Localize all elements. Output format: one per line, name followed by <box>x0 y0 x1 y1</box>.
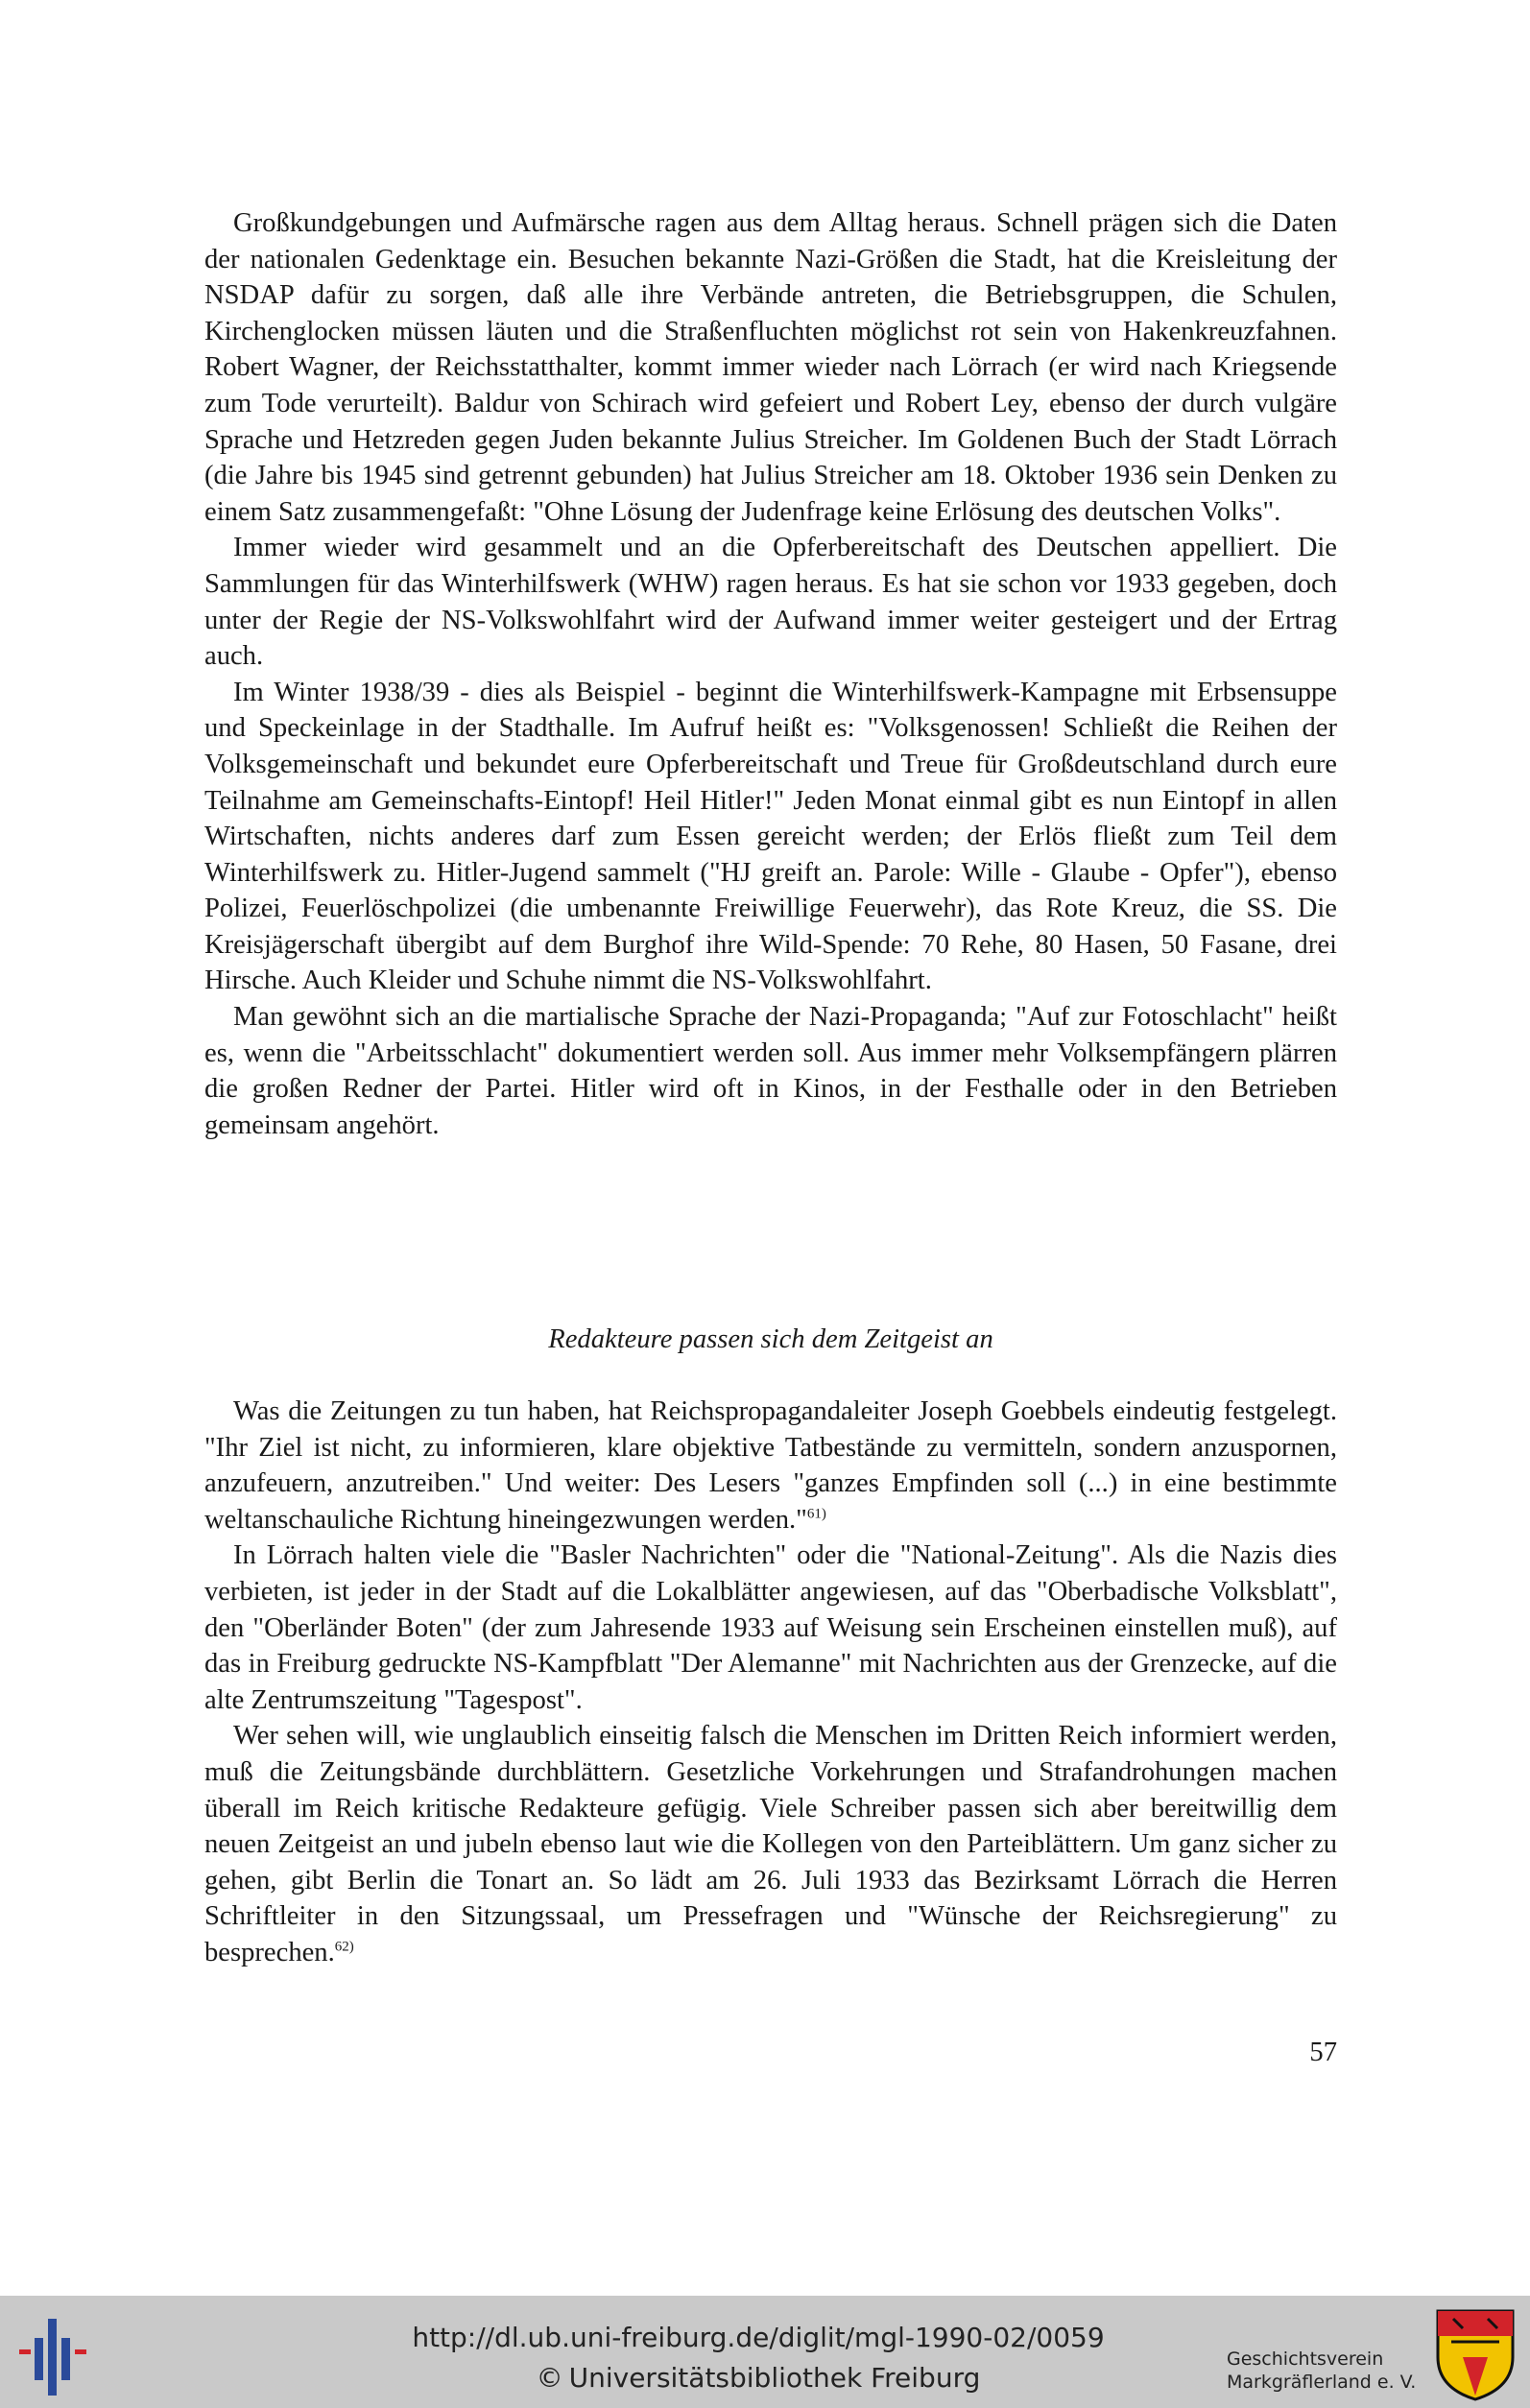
copyright-text: Universitätsbibliothek Freiburg <box>568 2362 981 2394</box>
paragraph: Immer wieder wird gesammelt und an die Opferbereitschaft des Deutschen appelliert. Die Sammlungen für das Winterhilfswerk (WHW) ragen heraus. Es hat sie schon vor 1933 gegeben, doch unter der Regie der NS-Volkswohlfahrt wird der Aufwand immer weiter gesteigert und der Ertrag auch. <box>204 533 1337 672</box>
body-section-1 <box>204 205 1337 1143</box>
paragraph: Großkundgebungen und Aufmärsche ragen aus dem Alltag heraus. Schnell prägen sich die Daten der nationalen Gedenktage ein. Besuchen bekannte Nazi-Größen die Stadt, hat die Kreisleitung der NSDAP dafür zu sorgen, daß alle ihre Verbände antreten, die Betriebsgruppen, die Schulen, Kirchenglocken müssen läuten und die Straßenfluchten möglichst rot sein von Hakenkreuzfahnen. Robert Wagner, der Reichsstatthalter, kommt immer wieder nach Lörrach (er wird nach Kriegsende zum Tode verurteilt). Baldur von Schirach wird gefeiert und Robert Ley, ebenso der durch vulgäre Sprache und Hetzreden gegen Juden bekannte Julius Streicher. Im Goldenen Buch der Stadt Lörrach (die Jahre bis 1945 sind getrennt gebunden) hat Julius Streicher am 18. Oktober 1936 sein Denken zu einem Satz zusammengefaßt: "Ohne Lösung der Judenfrage keine Erlösung des deutschen Volks". <box>204 208 1337 527</box>
footer-copyright <box>288 2361 1229 2396</box>
society-name-line-2: Markgräflerland e. V. <box>1227 2372 1417 2393</box>
footer-bar <box>0 2296 1530 2408</box>
page-number: 57 <box>1309 2038 1337 2067</box>
paragraph: Man gewöhnt sich an die martialische Sprache der Nazi-Propaganda; "Auf zur Fotoschlacht" heißt es, wenn die "Arbeitsschlacht" dokumentiert werden soll. Aus immer mehr Volksempfängern plärren die großen Redner der Partei. Hitler wird oft in Kinos, in der Festhalle oder in den Betrieben gemeinsam angehört. <box>204 1002 1337 1140</box>
body-section-2 <box>204 1394 1337 1971</box>
footnote-marker: 62) <box>334 1939 354 1955</box>
section-heading: Redakteure passen sich dem Zeitgeist an <box>548 1324 993 1354</box>
paragraph: Im Winter 1938/39 - dies als Beispiel - beginnt die Winterhilfswerk-Kampagne mit Erbsensuppe und Speckeinlage in der Stadthalle. Im Aufruf heißt es: "Volksgenossen! Schließt die Reihen der Volksgemeinschaft und bekundet eure Opferbereitschaft und Treue für Großdeutschland durch eure Teilnahme am Gemeinschafts-Eintopf! Heil Hitler!" Jeden Monat einmal gibt es nun Eintopf in allen Wirtschaften, nichts anderes darf zum Essen gereicht werden; der Erlös fließt zum Teil dem Winterhilfswerk zu. Hitler-Jugend sammelt ("HJ greift an. Parole: Wille - Glaube - Opfer"), ebenso Polizei, Feuerlöschpolizei (die umbenannte Freiwillige Feuerwehr), das Rote Kreuz, die SS. Die Kreisjägerschaft übergibt auf dem Burghof ihre Wild-Spende: 70 Rehe, 80 Hasen, 50 Fasane, drei Hirsche. Auch Kleider und Schuhe nimmt die NS-Volkswohlfahrt. <box>204 677 1337 996</box>
paragraph-text: Was die Zeitungen zu tun haben, hat Reichspropagandaleiter Joseph Goebbels eindeutig festgelegt. "Ihr Ziel ist nicht, zu informieren, klare objektive Tatbestände zu vermitteln, sondern anzuspornen, anzufeuern, anzutreiben." Und weiter: Des Lesers "ganzes Empfinden soll (...) in eine bestimmte weltanschauliche Richtung hineingezwungen werden." <box>204 1396 1337 1535</box>
society-name-line-1: Geschichtsverein <box>1227 2348 1384 2370</box>
coat-of-arms-icon[interactable] <box>1434 2307 1517 2401</box>
paragraph: In Lörrach halten viele die "Basler Nachrichten" oder die "National-Zeitung". Als die Nazis dies verbieten, ist jeder in der Stadt auf die Lokalblätter angewiesen, auf das "Oberbadische Volksblatt", den "Oberländer Boten" (der zum Jahresende 1933 auf Weisung sein Erscheinen einstellen muß), auf das in Freiburg gedruckte NS-Kampfblatt "Der Alemanne" mit Nachrichten aus der Grenzecke, auf die alte Zentrumszeitung "Tagespost". <box>204 1540 1337 1715</box>
paragraph-text: Wer sehen will, wie unglaublich einseitig falsch die Menschen im Dritten Reich informiert werden, muß die Zeitungsbände durchblättern. Gesetzliche Vorkehrungen und Strafandrohungen machen überall im Reich kritische Redakteure gefügig. Viele Schreiber passen sich aber bereitwillig dem neuen Zeitgeist an und jubeln ebenso laut wie die Kollegen von den Parteiblättern. Um ganz sicher zu gehen, gibt Berlin die Tonart an. So lädt am 26. Juli 1933 das Bezirksamt Lörrach die Herren Schriftleiter in den Sitzungssaal, um Pressefragen und "Wünsche der Reichsregierung" zu besprechen. <box>204 1721 1337 1967</box>
paragraph <box>204 1718 1337 1970</box>
footnote-marker: 61) <box>806 1506 826 1522</box>
footer-url-link[interactable]: http://dl.ub.uni-freiburg.de/diglit/mgl-1990-02/0059 <box>412 2322 1105 2353</box>
ub-freiburg-logo-icon[interactable] <box>13 2311 100 2397</box>
copyright-icon: © <box>536 2362 563 2394</box>
paragraph <box>204 1394 1337 1538</box>
society-name <box>1227 2348 1419 2394</box>
